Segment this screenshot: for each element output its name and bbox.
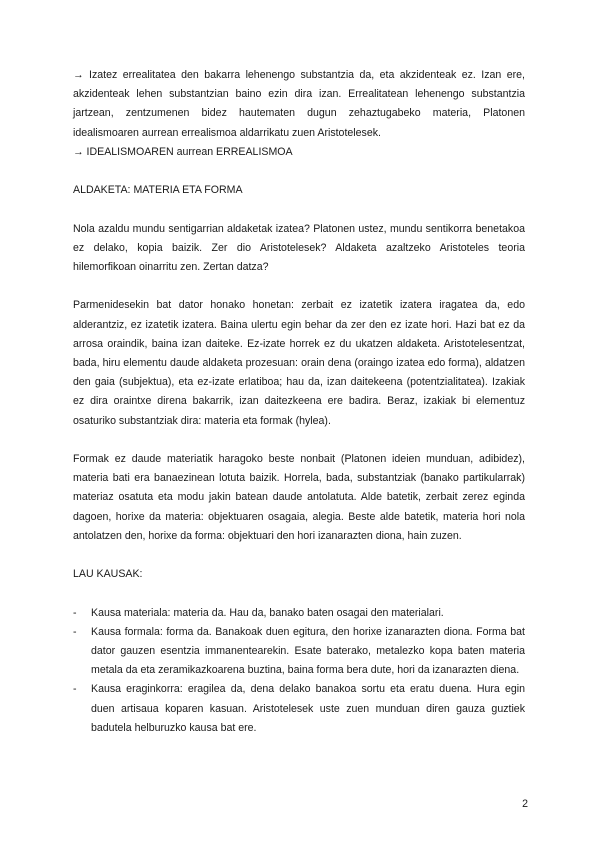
causes-list xyxy=(73,604,525,738)
list-item xyxy=(73,604,525,623)
section-heading-causes: LAU KAUSAK: xyxy=(73,568,143,581)
change-paragraph-2: Parmenidesekin bat dator honako honetan: zerbait ez izatetik izatera iragatea da, edo alderantziz, ez izatetik izatera. Baina ulertu egin behar da zer den ez izate hori. Hazi bat ez da arrosa oraindik, baina izan daiteke. Ez-izate horrek ez du ukatzen aldaketa. Aristotelesentzat, bada, hiru elementu daude aldaketa prozesuan: orain dena (oraingo izatea edo forma), aldatzen den gaia (subjektua), eta ez-izate erlatiboa; hau da, izan daitekeena (potentzialitatea). Izakiak ez dira oraintxe direna bakarrik, izan daitezkeena ere badira. Beraz, izakiak bi elementuz osaturiko substantziak dira: materia eta formak (hylea). xyxy=(73,299,525,427)
list-item xyxy=(73,623,525,681)
spacer xyxy=(73,162,525,181)
change-paragraph-3: Formak ez daude materiatik haragoko beste nonbait (Platonen ideien munduan, adibidez), materia bati era banaezinean lotuta baizik. Horrela, bada, substantziak (banako partikularrak) materiaz osatuta eta modu jakin batean daude antolatuta. Alde batetik, zerbait zerez eginda dagoen, horixe da materia: objektuaren osagaia, alegia. Beste alde batetik, materia hori nola antolatzen den, horixe da forma: objektuari den hori izanarazten diona, hain zuzen. xyxy=(73,453,525,542)
intro-summary-line: → IDEALISMOAREN aurrean ERREALISMOA xyxy=(73,145,293,158)
spacer xyxy=(73,277,525,296)
spacer xyxy=(73,546,525,565)
bullet-dash: - xyxy=(73,606,77,619)
bullet-dash: - xyxy=(73,683,77,696)
spacer xyxy=(73,584,525,603)
page-body xyxy=(73,66,525,738)
list-item xyxy=(73,680,525,738)
list-item-text: Kausa materiala: materia da. Hau da, banako baten osagai den materialari. xyxy=(91,606,444,619)
section-heading-change: ALDAKETA: MATERIA ETA FORMA xyxy=(73,184,243,197)
spacer xyxy=(73,200,525,219)
change-paragraph-1: Nola azaldu mundu sentigarrian aldaketak izatea? Platonen ustez, mundu sentikorra benetakoa ez delako, kopia baizik. Zer dio Aristotelesek? Aldaketa azaltzeko Aristoteles teoria hilemorfikoan oinarritu zen. Zertan datza? xyxy=(73,222,525,273)
spacer xyxy=(73,431,525,450)
page-number: 2 xyxy=(522,798,528,810)
list-item-text: Kausa formala: forma da. Banakoak duen egitura, den horixe izanarazten diona. Forma bat dator gauzen esentzia immanentearekin. Esate baterako, metalezko kopa baten materia metala da eta zeramikazkoarena buztina, baina forma bera dute, hori da izanarazten diena. xyxy=(91,625,525,677)
intro-paragraph: → Izatez errealitatea den bakarra lehenengo substantzia da, eta akzidenteak ez. Izan ere, akzidenteak lehen substantzian baino ezin dira izan. Errealitatean lehenengo substantzia jartzean, zentzumenen bidez hautematen dugun zehaztugabeko materia, Platonen idealismoaren aurrean errealismoa aldarrikatu zuen Aristotelesek. xyxy=(73,69,525,139)
bullet-dash: - xyxy=(73,625,77,638)
list-item-text: Kausa eraginkorra: eragilea da, dena delako banakoa sortu eta eratu duena. Hura egin duen artisaua koparen kasuan. Aristotelesek uste zuen munduan diren gauza guztiek badutela helburuzko kausa bat ere. xyxy=(91,683,525,734)
